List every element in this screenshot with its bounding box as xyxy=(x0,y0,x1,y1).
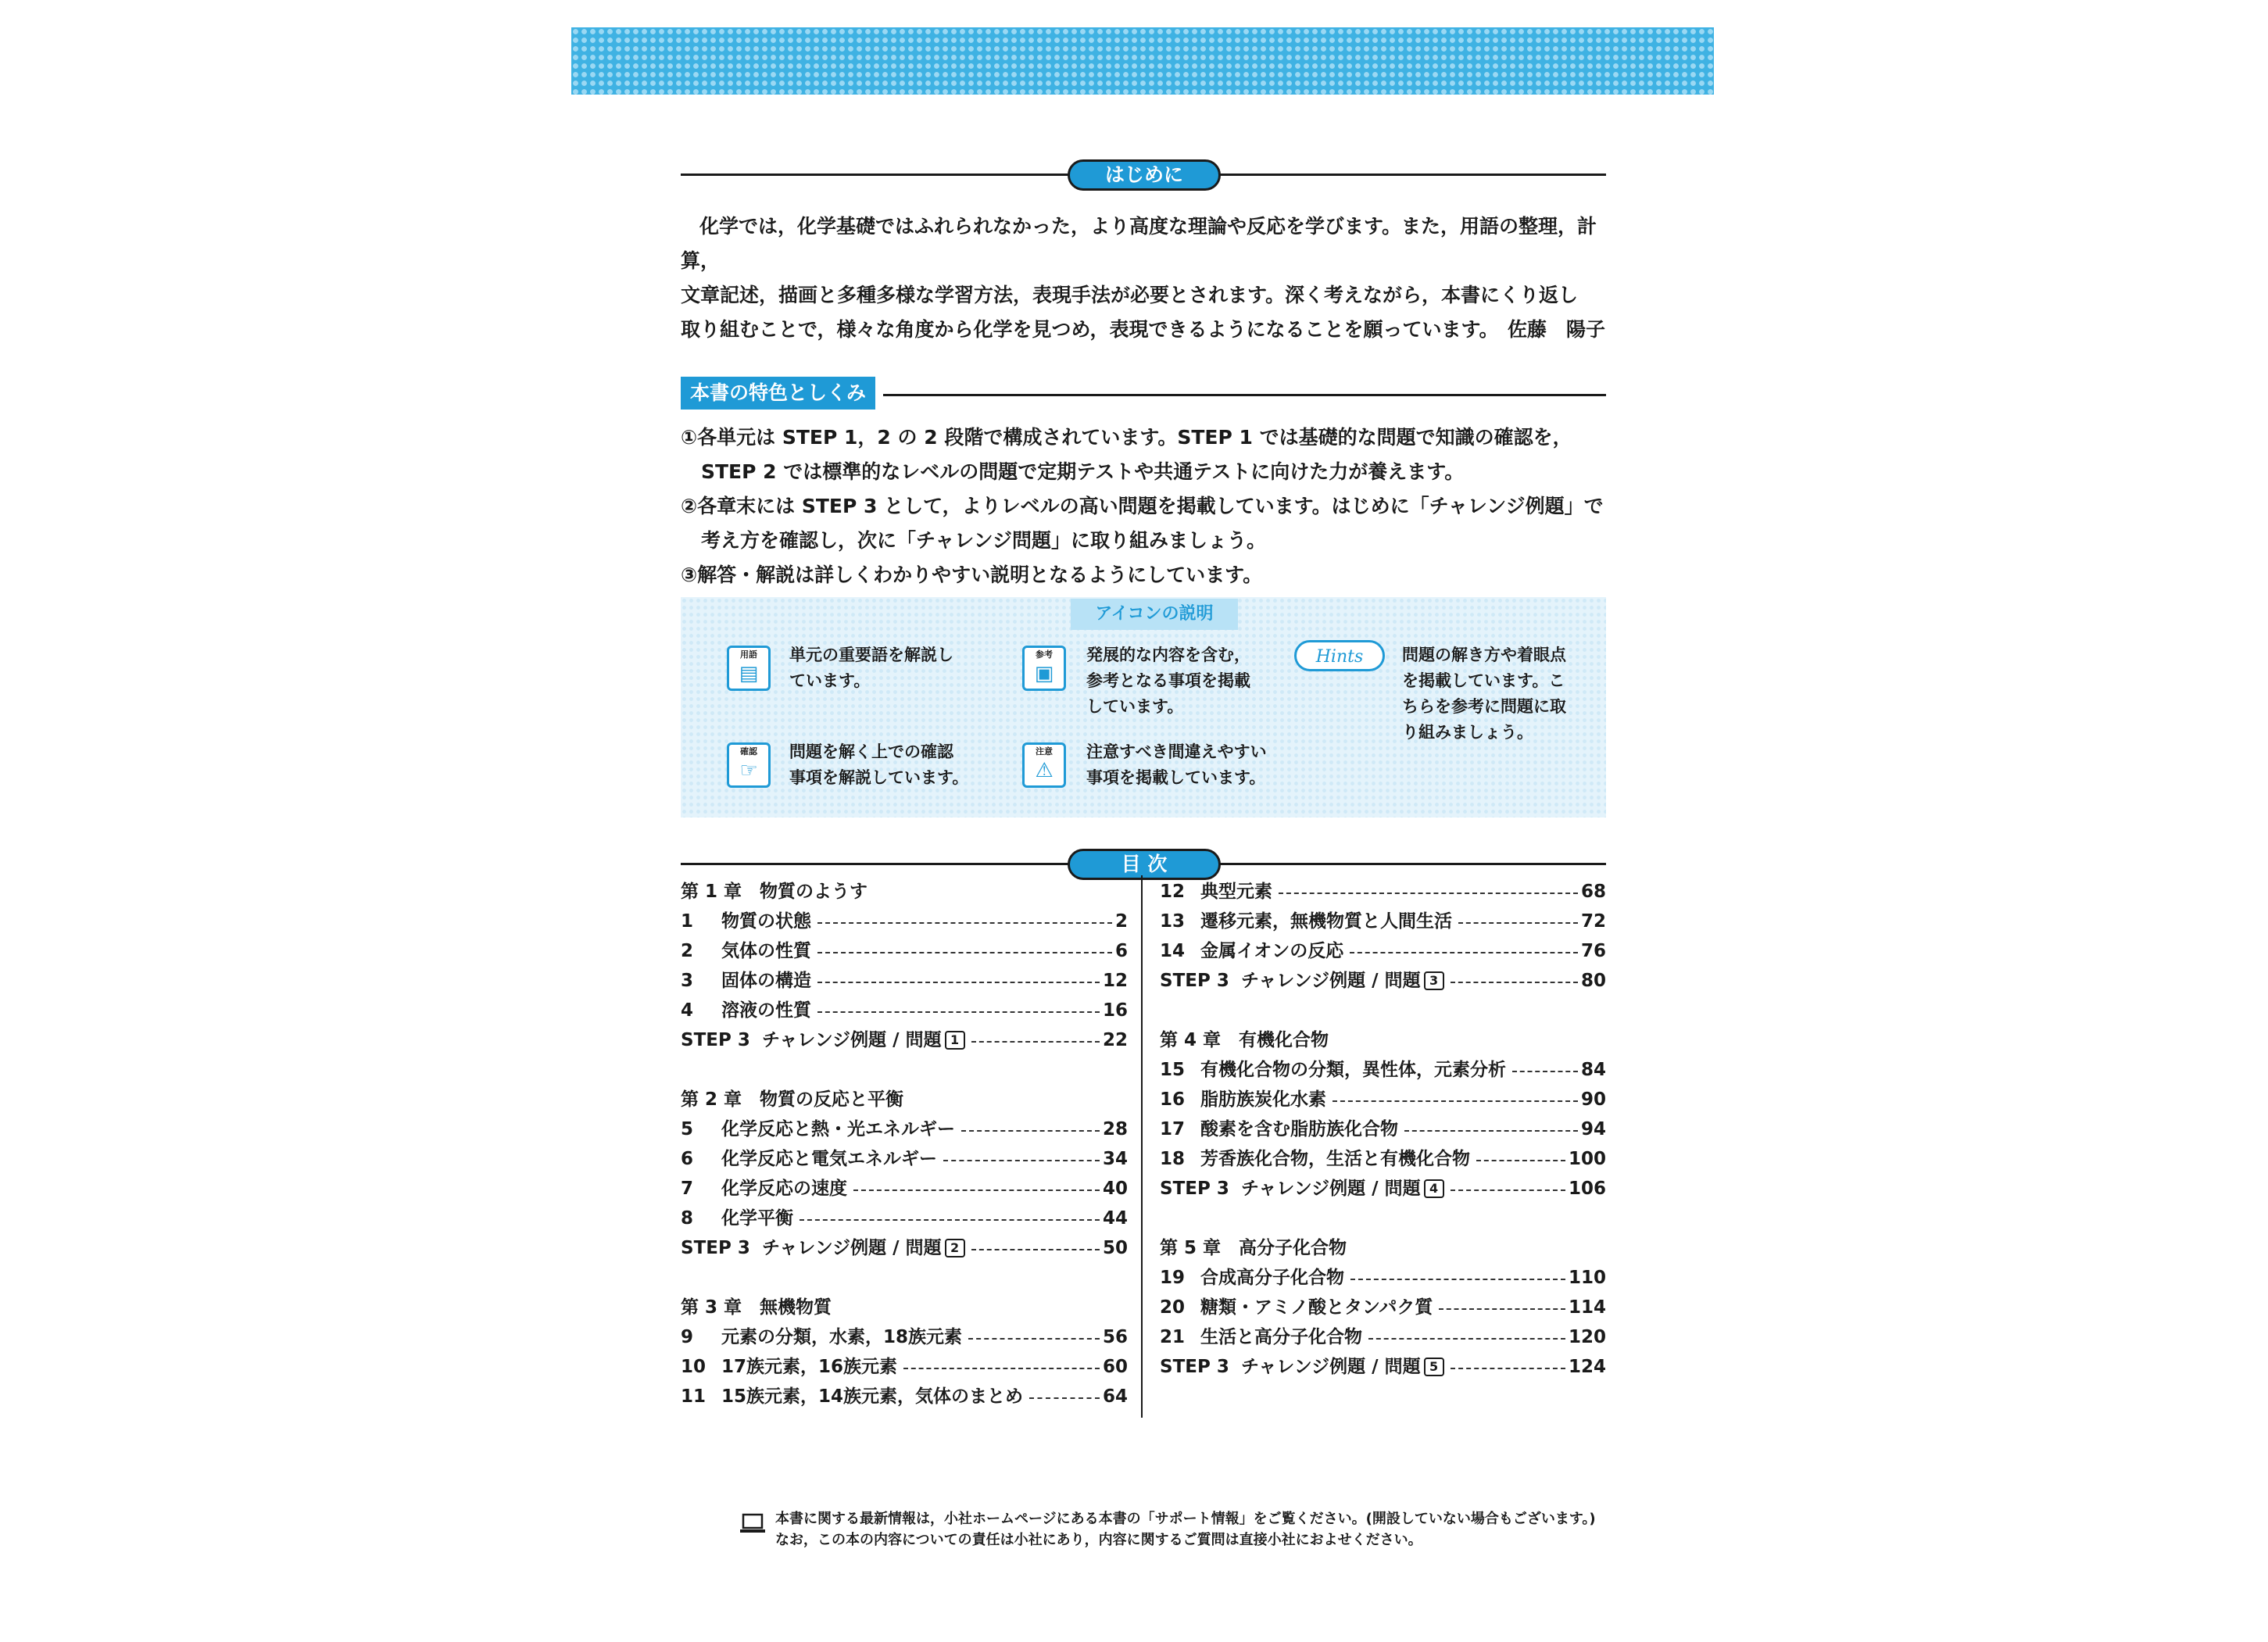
toc-page-number: 72 xyxy=(1580,911,1606,932)
intro-paragraph xyxy=(681,209,1611,347)
toc-page-number: 22 xyxy=(1102,1030,1128,1050)
toc-page-number: 90 xyxy=(1580,1089,1606,1110)
toc-page-number: 94 xyxy=(1580,1119,1606,1139)
toc-spacer xyxy=(1160,1204,1606,1233)
toc-leader-dots xyxy=(961,1130,1100,1132)
toc-page-number: 68 xyxy=(1580,882,1606,902)
toc-leader-dots xyxy=(853,1189,1100,1191)
toc-chapter-title: 第 3 章 無機物質 xyxy=(681,1297,832,1318)
toc-entry-title: 化学反応と熱・光エネルギー xyxy=(721,1119,955,1139)
toc-entry-number: 8 xyxy=(681,1208,694,1229)
toc-page-number: 60 xyxy=(1102,1357,1128,1377)
toc-leader-dots xyxy=(1458,922,1578,924)
toc-entry xyxy=(681,966,1128,996)
toc-page-number: 40 xyxy=(1102,1179,1128,1199)
toc-entry-title: チャレンジ例題 / 問題 xyxy=(1241,1357,1421,1377)
toc-entry-title: 典型元素 xyxy=(1200,882,1272,902)
toc-step-entry xyxy=(681,1233,1128,1263)
icon-description-line: ちらを参考に問題に取 xyxy=(1402,697,1566,716)
features-heading: 本書の特色としくみ xyxy=(681,377,875,410)
feature-item: ①各単元は STEP 1，2 の 2 段階で構成されています。STEP 1 では基礎的な問題で知識の確認を， xyxy=(681,426,1572,449)
hints-bubble-icon: Hints xyxy=(1294,640,1385,671)
pointing-hand-icon xyxy=(727,742,771,788)
toc-entry xyxy=(681,1174,1128,1204)
toc-step-label: STEP 3 xyxy=(1160,1357,1229,1377)
toc-leader-dots xyxy=(800,1219,1100,1221)
toc-boxed-number: 5 xyxy=(1424,1358,1444,1376)
toc-spacer xyxy=(1160,996,1606,1025)
toc-leader-dots xyxy=(1451,1189,1565,1191)
icon-description-line: 単元の重要語を解説し xyxy=(789,646,953,664)
toc-entry-title: チャレンジ例題 / 問題 xyxy=(1241,1179,1421,1199)
toc-entry-number: 1 xyxy=(681,911,694,932)
icon-description-line: ています。 xyxy=(789,671,871,690)
toc-entry xyxy=(1160,877,1606,907)
feature-item: ②各章末には STEP 3 として，よりレベルの高い問題を掲載しています。はじめに「チャレンジ例題」で xyxy=(681,495,1604,517)
toc-entry-title: 化学反応と電気エネルギー xyxy=(721,1149,937,1169)
toc-entry-number: 18 xyxy=(1160,1149,1186,1169)
toc-entry xyxy=(681,1144,1128,1174)
toc-page-number: 106 xyxy=(1568,1179,1606,1199)
toc-boxed-number: 3 xyxy=(1424,971,1444,990)
toc-page-number: 12 xyxy=(1102,971,1128,991)
toc-entry-number: 2 xyxy=(681,941,694,961)
toc-entry-title: 脂肪族炭化水素 xyxy=(1200,1089,1326,1110)
toc-entry-number: 13 xyxy=(1160,911,1186,932)
toc-entry-title: 固体の構造 xyxy=(721,971,811,991)
icon-description xyxy=(789,739,968,791)
icon-description xyxy=(789,642,953,694)
toc-page-number: 84 xyxy=(1580,1060,1606,1080)
toc-leader-dots xyxy=(817,952,1112,953)
icon-description-line: 注意すべき間違えやすい xyxy=(1086,742,1267,761)
icon-description xyxy=(1086,642,1250,720)
icon-description-line: を掲載しています。こ xyxy=(1402,671,1565,690)
intro-line: 取り組むことで，様々な角度から化学を見つめ，表現できるようになることを願っています。 xyxy=(681,318,1499,341)
intro-line: 文章記述，描画と多種多様な学習方法，表現手法が必要とされます。深く考えながら，本書にくり返し xyxy=(681,284,1579,306)
top-dotted-banner xyxy=(571,27,1714,95)
toc-entry-title: 化学反応の速度 xyxy=(721,1179,847,1199)
toc-entry-number: 17 xyxy=(1160,1119,1186,1139)
toc-leader-dots xyxy=(968,1338,1100,1340)
icon-tag: 用語 xyxy=(740,649,757,660)
icon-description xyxy=(1086,739,1267,791)
toc-leader-dots xyxy=(1333,1100,1578,1102)
toc-page-number: 114 xyxy=(1568,1297,1606,1318)
feature-item: 考え方を確認し，次に「チャレンジ問題」に取り組みましょう。 xyxy=(701,529,1267,552)
toc-entry xyxy=(1160,1322,1606,1352)
toc-entry-title: 有機化合物の分類，異性体，元素分析 xyxy=(1200,1060,1506,1080)
toc-entry-number: 21 xyxy=(1160,1327,1186,1347)
toc-entry-title: 金属イオンの反応 xyxy=(1200,941,1344,961)
icon-description-line: 発展的な内容を含む， xyxy=(1086,646,1250,664)
icon-legend-heading: アイコンの説明 xyxy=(1071,599,1238,630)
icon-description-line: しています。 xyxy=(1086,697,1184,716)
toc-step-label: STEP 3 xyxy=(1160,971,1229,991)
toc-boxed-number: 1 xyxy=(945,1031,965,1050)
toc-step-entry xyxy=(681,1025,1128,1055)
features-list xyxy=(681,420,1611,592)
toc-page-number: 44 xyxy=(1102,1208,1128,1229)
toc-entry-number: 15 xyxy=(1160,1060,1186,1080)
toc-page-number: 80 xyxy=(1580,971,1606,991)
toc-page-number: 16 xyxy=(1102,1000,1128,1021)
toc-page-number: 50 xyxy=(1102,1238,1128,1258)
toc-leader-dots xyxy=(1350,1279,1565,1280)
toc-entry-number: 6 xyxy=(681,1149,694,1169)
toc-entry xyxy=(1160,1144,1606,1174)
toc-entry xyxy=(1160,1263,1606,1293)
toc-entry xyxy=(681,1204,1128,1233)
toc-entry-number: 10 xyxy=(681,1357,707,1377)
toc-entry xyxy=(1160,907,1606,936)
toc-leader-dots xyxy=(943,1160,1100,1161)
toc-right-column xyxy=(1160,877,1606,1382)
toc-page-number: 100 xyxy=(1568,1149,1606,1169)
toc-entry-number: 11 xyxy=(681,1386,707,1407)
toc-entry xyxy=(681,1382,1128,1411)
icon-description-line: 参考となる事項を掲載 xyxy=(1086,671,1250,690)
toc-entry-title: 糖類・アミノ酸とタンパク質 xyxy=(1200,1297,1433,1318)
open-book-icon xyxy=(1022,646,1066,691)
footer-line: 本書に関する最新情報は，小社ホームページにある本書の「サポート情報」をご覧ください。(開設していない場合もございます。) xyxy=(775,1511,1596,1527)
toc-leader-dots xyxy=(1368,1338,1565,1340)
icon-description xyxy=(1402,642,1566,746)
toc-step-entry xyxy=(1160,1352,1606,1382)
toc-step-label: STEP 3 xyxy=(681,1238,750,1258)
toc-chapter-title: 第 1 章 物質のようす xyxy=(681,882,868,902)
toc-leader-dots xyxy=(1476,1160,1565,1161)
toc-leader-dots xyxy=(1279,893,1578,894)
intro-author: 佐藤 陽子 xyxy=(1507,318,1605,341)
toc-spacer xyxy=(681,1263,1128,1293)
toc-entry-number: 4 xyxy=(681,1000,694,1021)
icon-tag: 確認 xyxy=(740,746,757,757)
toc-leader-dots xyxy=(817,1011,1100,1013)
toc-entry-title: 元素の分類，水素，18族元素 xyxy=(721,1327,963,1347)
toc-entry-number: 20 xyxy=(1160,1297,1186,1318)
icon-description-line: り組みましょう。 xyxy=(1402,723,1533,742)
toc-entry-title: 生活と高分子化合物 xyxy=(1200,1327,1362,1347)
toc-leader-dots xyxy=(1029,1397,1100,1399)
toc-leader-dots xyxy=(1512,1071,1578,1072)
toc-leader-dots xyxy=(971,1041,1100,1043)
intro-heading: はじめに xyxy=(1068,159,1221,191)
toc-entry xyxy=(1160,936,1606,966)
toc-page-number: 6 xyxy=(1114,941,1128,961)
icon-glyph: ▣ xyxy=(1034,662,1054,685)
toc-entry-number: 7 xyxy=(681,1179,694,1199)
warning-icon xyxy=(1022,742,1066,788)
toc-leader-dots xyxy=(1404,1130,1578,1132)
toc-page-number: 34 xyxy=(1102,1149,1128,1169)
toc-spacer xyxy=(681,1055,1128,1085)
toc-leader-dots xyxy=(1451,982,1578,983)
toc-page-number: 56 xyxy=(1102,1327,1128,1347)
toc-entry-title: 合成高分子化合物 xyxy=(1200,1268,1344,1288)
toc-entry xyxy=(1160,1055,1606,1085)
toc-page-number: 124 xyxy=(1568,1357,1606,1377)
toc-entry-title: 芳香族化合物，生活と有機化合物 xyxy=(1200,1149,1470,1169)
toc-leader-dots xyxy=(903,1368,1100,1369)
toc-leader-dots xyxy=(1350,952,1578,953)
icon-glyph: ⚠ xyxy=(1035,759,1054,782)
footer-line: なお，この本の内容についての責任は小社にあり，内容に関するご質問は直接小社におよせください。 xyxy=(775,1532,1422,1548)
toc-entry-number: 16 xyxy=(1160,1089,1186,1110)
toc-entry xyxy=(681,996,1128,1025)
icon-tag: 注意 xyxy=(1036,746,1053,757)
toc-entry xyxy=(681,907,1128,936)
footer-note xyxy=(775,1508,1604,1551)
toc-entry xyxy=(1160,1085,1606,1114)
toc-step-entry xyxy=(1160,1174,1606,1204)
book-icon xyxy=(727,646,771,691)
icon-description-line: 問題の解き方や着眼点 xyxy=(1402,646,1566,664)
toc-chapter-title: 第 2 章 物質の反応と平衡 xyxy=(681,1089,904,1110)
toc-page-number: 64 xyxy=(1102,1386,1128,1407)
toc-entry xyxy=(1160,1114,1606,1144)
toc-step-entry xyxy=(1160,966,1606,996)
toc-entry-title: 物質の状態 xyxy=(721,911,811,932)
toc-chapter-title: 第 5 章 高分子化合物 xyxy=(1160,1238,1347,1258)
toc-entry-number: 9 xyxy=(681,1327,694,1347)
toc-column-divider xyxy=(1141,875,1143,1418)
toc-entry-number: 3 xyxy=(681,971,694,991)
toc-step-label: STEP 3 xyxy=(681,1030,750,1050)
toc-leader-dots xyxy=(817,922,1112,924)
toc-leader-dots xyxy=(971,1249,1100,1250)
toc-entry-number: 12 xyxy=(1160,882,1186,902)
toc-boxed-number: 4 xyxy=(1424,1179,1444,1198)
toc-leader-dots xyxy=(1451,1368,1565,1369)
toc-entry xyxy=(1160,1293,1606,1322)
icon-description-line: 事項を掲載しています。 xyxy=(1086,768,1266,787)
toc-page-number: 2 xyxy=(1114,911,1128,932)
toc-leader-dots xyxy=(817,982,1100,983)
toc-entry-title: 酸素を含む脂肪族化合物 xyxy=(1200,1119,1398,1139)
toc-entry-title: 化学平衡 xyxy=(721,1208,793,1229)
intro-line: 化学では，化学基礎ではふれられなかった，より高度な理論や反応を学びます。また，用語の整理，計算， xyxy=(681,215,1597,272)
toc-page-number: 76 xyxy=(1580,941,1606,961)
toc-entry xyxy=(681,1352,1128,1382)
toc-entry xyxy=(681,1114,1128,1144)
icon-glyph: ▤ xyxy=(739,662,759,685)
features-rule xyxy=(883,394,1606,396)
toc-entry xyxy=(681,1322,1128,1352)
icon-description-line: 問題を解く上での確認 xyxy=(789,742,953,761)
toc-step-label: STEP 3 xyxy=(1160,1179,1229,1199)
toc-entry-title: 15族元素，14族元素，気体のまとめ xyxy=(721,1386,1024,1407)
toc-heading: 目 次 xyxy=(1068,849,1221,880)
toc-entry-title: チャレンジ例題 / 問題 xyxy=(762,1238,942,1258)
toc-leader-dots xyxy=(1439,1308,1565,1310)
toc-page-number: 110 xyxy=(1568,1268,1606,1288)
feature-item: STEP 2 では標準的なレベルの問題で定期テストや共通テストに向けた力が養えます。 xyxy=(701,460,1465,483)
toc-entry-title: 17族元素，16族元素 xyxy=(721,1357,898,1377)
icon-description-line: 事項を解説しています。 xyxy=(789,768,969,787)
toc-boxed-number: 2 xyxy=(945,1239,965,1257)
toc-page-number: 120 xyxy=(1568,1327,1606,1347)
toc-entry-title: チャレンジ例題 / 問題 xyxy=(762,1030,942,1050)
toc-entry-number: 5 xyxy=(681,1119,694,1139)
toc-entry-title: 気体の性質 xyxy=(721,941,811,961)
toc-page-number: 28 xyxy=(1102,1119,1128,1139)
toc-entry-number: 14 xyxy=(1160,941,1186,961)
laptop-icon xyxy=(739,1513,766,1533)
toc-entry-title: チャレンジ例題 / 問題 xyxy=(1241,971,1421,991)
toc-left-column xyxy=(681,877,1128,1411)
icon-glyph: ☞ xyxy=(739,759,758,782)
toc-entry xyxy=(681,936,1128,966)
toc-chapter-title: 第 4 章 有機化合物 xyxy=(1160,1030,1329,1050)
icon-tag: 参考 xyxy=(1036,649,1053,660)
toc-entry-number: 19 xyxy=(1160,1268,1186,1288)
toc-entry-title: 溶液の性質 xyxy=(721,1000,811,1021)
feature-item: ③解答・解説は詳しくわかりやすい説明となるようにしています。 xyxy=(681,563,1263,586)
toc-entry-title: 遷移元素，無機物質と人間生活 xyxy=(1200,911,1452,932)
